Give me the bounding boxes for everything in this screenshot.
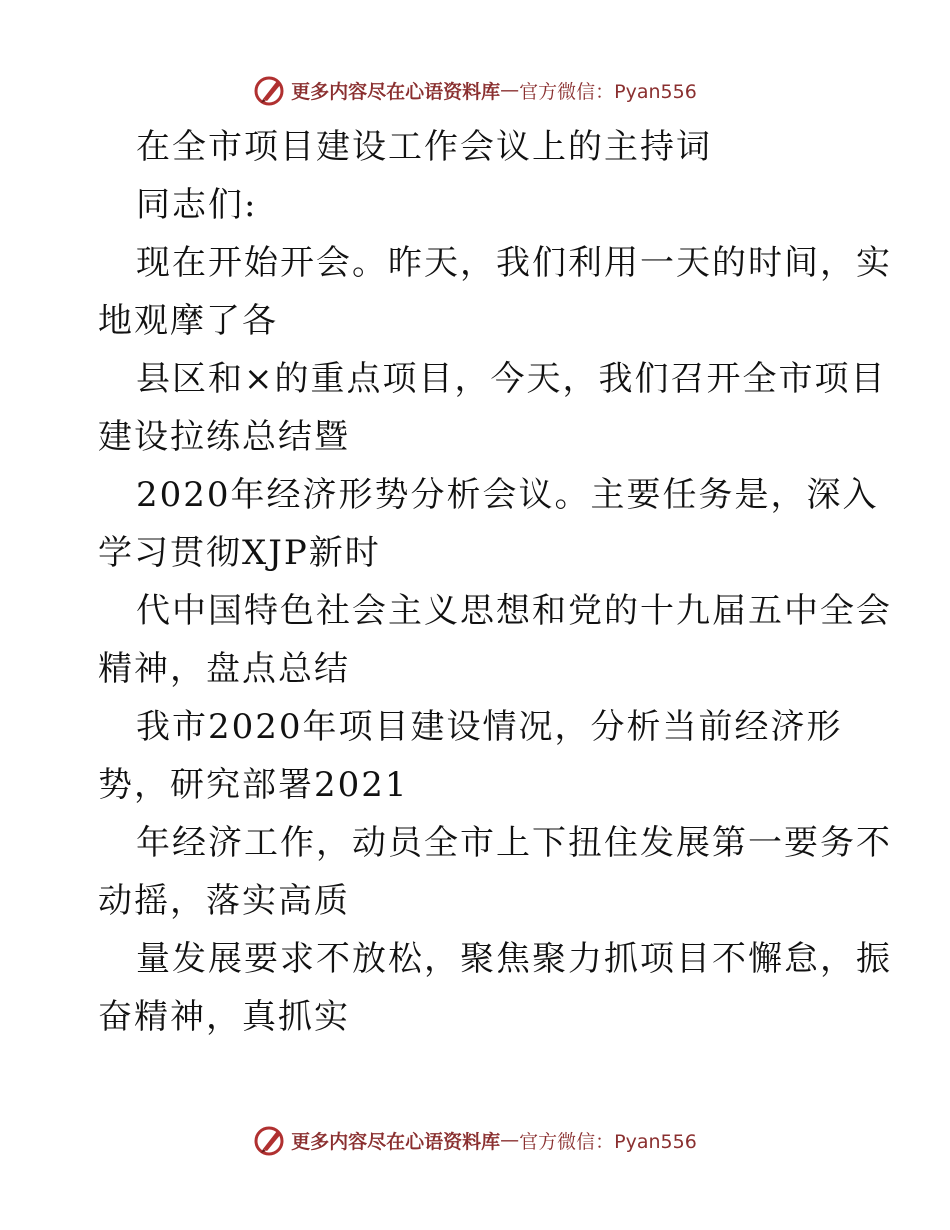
text-line: 现在开始开会。昨天，我们利用一天的时间，实	[136, 243, 892, 283]
text-line: 精神，盘点总结	[98, 649, 350, 689]
banner-main-text: 更多内容尽在心语资料库	[291, 1130, 501, 1153]
document-body	[98, 118, 892, 1046]
header-banner	[0, 70, 950, 110]
text-line: 奋精神，真抓实	[98, 997, 350, 1037]
text-line: 2020年经济形势分析会议。主要任务是，深入	[136, 475, 879, 515]
banner-wechat-text: 官方微信：Pyan556	[519, 1130, 697, 1153]
banner-wechat-text: 官方微信：Pyan556	[519, 80, 697, 103]
pen-logo-icon	[253, 73, 287, 107]
banner-main-text: 更多内容尽在心语资料库	[291, 80, 501, 103]
text-line: 势，研究部署2021	[98, 765, 409, 805]
document-title: 在全市项目建设工作会议上的主持词	[136, 127, 712, 167]
text-line: 地观摩了各	[98, 301, 278, 341]
text-line: 建设拉练总结暨	[98, 417, 350, 457]
text-line: 学习贯彻XJP新时	[98, 533, 381, 573]
footer-banner	[0, 1120, 950, 1160]
text-line: 我市2020年项目建设情况，分析当前经济形	[136, 707, 843, 747]
text-line: 同志们:	[136, 185, 258, 225]
text-line: 代中国特色社会主义思想和党的十九届五中全会	[136, 591, 892, 631]
text-line: 动摇，落实高质	[98, 881, 350, 921]
text-line: 县区和×的重点项目，今天，我们召开全市项目	[136, 359, 887, 399]
banner-separator: —	[500, 1129, 520, 1151]
pen-logo-icon	[253, 1123, 287, 1157]
text-line: 量发展要求不放松，聚焦聚力抓项目不懈怠，振	[136, 939, 892, 979]
text-line: 年经济工作，动员全市上下扭住发展第一要务不	[136, 823, 892, 863]
banner-separator: —	[500, 79, 520, 101]
